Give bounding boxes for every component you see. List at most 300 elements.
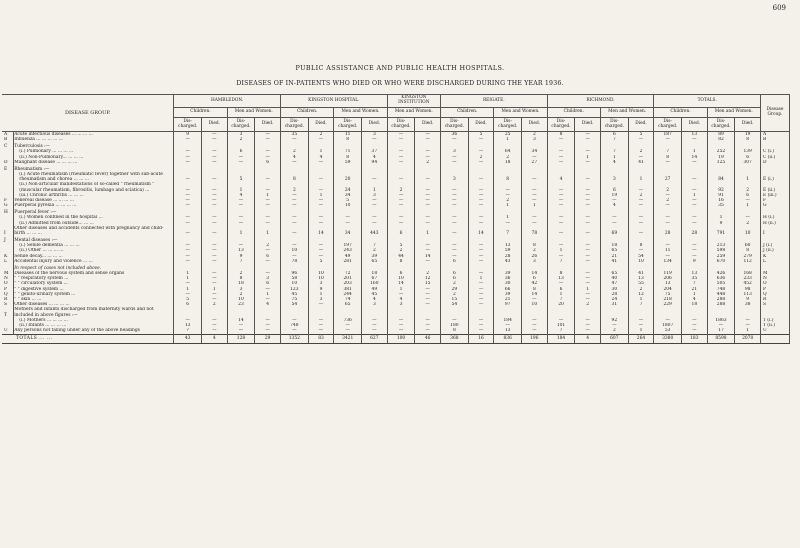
cell-value: 96 [280, 271, 308, 276]
cell-value: — [415, 259, 441, 264]
cell-value: — [575, 132, 601, 138]
cell-value: — [255, 323, 281, 328]
cell-value: 8 [735, 248, 761, 253]
cell-value: 3 [227, 287, 255, 292]
cell-value: — [468, 271, 494, 276]
cell-value: 1 [308, 292, 334, 297]
cell-value: 15 [440, 297, 468, 302]
row-code: A [2, 132, 14, 138]
cell-value: 1 [735, 328, 761, 334]
row-code-right: T (ii.) [760, 323, 789, 328]
cell-value [522, 236, 548, 243]
cell-value: — [174, 215, 202, 220]
cell-value: 2 [440, 292, 468, 297]
row-label: " " digestive system ... [14, 287, 174, 292]
cell-value: 4 [308, 155, 334, 160]
cell-value: — [308, 243, 334, 248]
row-label: Malignant disease ... ... ... ... [14, 160, 174, 165]
cell-value: — [682, 328, 708, 334]
row-label: Acute infectious diseases ... ... ... ... [14, 132, 174, 138]
cell-value: — [628, 221, 654, 226]
cell-value: 2 [255, 243, 281, 248]
cell-value [547, 165, 575, 172]
cell-value [387, 307, 415, 317]
row-label: Puerperal fever :— [14, 208, 174, 215]
cell-value [362, 208, 388, 215]
cell-value [415, 142, 441, 149]
cell-value: 448 [707, 292, 735, 297]
cell-value: 8 [440, 328, 468, 334]
cell-value: 2 [735, 221, 761, 226]
cell-value: 94 [362, 160, 388, 165]
cell-value: 49 [362, 287, 388, 292]
cell-value [255, 264, 281, 271]
cell-value: 4 [362, 297, 388, 302]
discharged-header: Dis-charged. [600, 118, 628, 132]
cell-value: 2 [654, 198, 682, 203]
cell-value: 10 [628, 259, 654, 264]
cell-value: 288 [707, 297, 735, 302]
cell-value: — [308, 215, 334, 220]
cell-value [308, 142, 334, 149]
cell-value: — [387, 172, 415, 182]
cell-value: 8 [547, 271, 575, 276]
cell-value [387, 208, 415, 215]
cell-value [334, 236, 362, 243]
row-label: Mental diseases :— [14, 236, 174, 243]
cell-value [440, 208, 468, 215]
cell-value: 13 [682, 271, 708, 276]
row-code-right: F [760, 198, 789, 203]
cell-value: 160 [362, 281, 388, 286]
row-code: C [2, 142, 14, 149]
cell-value: — [202, 155, 228, 160]
cell-value: — [468, 328, 494, 334]
cell-value [494, 208, 522, 215]
cell-value [494, 307, 522, 317]
cell-value: — [468, 297, 494, 302]
cell-value: — [575, 254, 601, 259]
cell-value: 3 [522, 137, 548, 142]
cell-value: 1 [255, 226, 281, 236]
total-value: 3421 [334, 334, 362, 343]
total-value: 83 [308, 334, 334, 343]
cell-value: — [387, 318, 415, 323]
cell-value [227, 165, 255, 172]
cell-value: — [387, 132, 415, 138]
cell-value: 64 [494, 149, 522, 154]
cell-value: 6 [227, 149, 255, 154]
cell-value: — [415, 137, 441, 142]
cell-value: — [628, 182, 654, 192]
cell-value [280, 236, 308, 243]
cell-value: — [522, 221, 548, 226]
cell-value: 39 [494, 271, 522, 276]
cell-value: 14 [682, 155, 708, 160]
cell-value: — [174, 155, 202, 160]
cell-value: — [575, 215, 601, 220]
cell-value: — [440, 160, 468, 165]
cell-value: 29 [440, 287, 468, 292]
cell-value [174, 236, 202, 243]
cell-value: — [575, 328, 601, 334]
cell-value: 2 [735, 182, 761, 192]
cell-value: 36 [440, 132, 468, 138]
cell-value: — [202, 292, 228, 297]
totals-right-cell [760, 334, 789, 343]
row-label: (ii.) Non-articular manifestations of so-called " rheumatism " (muscular rheumatism, fibrositis, lumbago and sciatica) ... [14, 182, 174, 192]
cell-value [202, 142, 228, 149]
cell-value: — [202, 132, 228, 138]
cell-value: 15 [415, 281, 441, 286]
cell-value [174, 142, 202, 149]
discharged-header: Dis-charged. [654, 118, 682, 132]
cell-value: 9 [682, 259, 708, 264]
cell-value: 13 [174, 323, 202, 328]
cell-value: — [468, 323, 494, 328]
cell-value [468, 264, 494, 271]
cell-value: 35 [682, 276, 708, 281]
cell-value: — [654, 137, 682, 142]
cell-value: — [362, 318, 388, 323]
row-label: " " respiratory system ... [14, 276, 174, 281]
cell-value [628, 264, 654, 271]
cell-value: 139 [735, 149, 761, 154]
cell-value: 78 [522, 226, 548, 236]
cell-value: 3 [362, 302, 388, 307]
cell-value: — [362, 323, 388, 328]
cell-value [334, 142, 362, 149]
cell-value: — [227, 155, 255, 160]
cell-value [654, 165, 682, 172]
cell-value: — [628, 215, 654, 220]
row-code-right: K [760, 254, 789, 259]
cell-value: — [362, 198, 388, 203]
cell-value [440, 264, 468, 271]
cell-value: 134 [654, 259, 682, 264]
cell-value: 59 [334, 160, 362, 165]
cell-value: — [415, 221, 441, 226]
cell-value: 54 [628, 254, 654, 259]
row-label: (i.) Acute rheumatism (rheumatic fever) together with sub-acute rheumatism and chorea ... ... ... [14, 172, 174, 182]
cell-value: — [255, 221, 281, 226]
cell-value: — [547, 226, 575, 236]
cell-value: 218 [654, 297, 682, 302]
row-code-right: E (i.) [760, 172, 789, 182]
total-value: 196 [522, 334, 548, 343]
men-women-header: Men and Women. [494, 108, 547, 118]
hospital-header: HAMBLEDON. [174, 95, 281, 108]
died-header: Died. [308, 118, 334, 132]
cell-value: — [202, 323, 228, 328]
row-code [2, 182, 14, 192]
row-code-right: B [760, 137, 789, 142]
cell-value: 4 [547, 172, 575, 182]
cell-value: — [682, 248, 708, 253]
cell-value: 31 [600, 302, 628, 307]
cell-value: — [280, 328, 308, 334]
died-header: Died. [628, 118, 654, 132]
cell-value [575, 264, 601, 271]
cell-value [440, 142, 468, 149]
cell-value: 1 [735, 203, 761, 208]
cell-value: 6 [440, 259, 468, 264]
cell-value: — [280, 193, 308, 198]
cell-value: 4 [280, 155, 308, 160]
cell-value: — [415, 328, 441, 334]
cell-value: 12 [628, 292, 654, 297]
cell-value: 101 [547, 323, 575, 328]
discharged-header: Dis-charged. [280, 118, 308, 132]
cell-value: — [202, 149, 228, 154]
cell-value: — [575, 271, 601, 276]
row-code: D [2, 160, 14, 165]
cell-value: 1 [575, 287, 601, 292]
cell-value: 1 [308, 193, 334, 198]
cell-value: — [440, 203, 468, 208]
cell-value [202, 236, 228, 243]
row-code-right: A [760, 132, 789, 138]
cell-value: — [468, 160, 494, 165]
cell-value: 197 [334, 243, 362, 248]
page-title: PUBLIC ASSISTANCE AND PUBLIC HEALTH HOSPITALS. [295, 64, 505, 72]
cell-value: 2 [227, 271, 255, 276]
cell-value: 6 [735, 193, 761, 198]
cell-value: 252 [707, 149, 735, 154]
cell-value: 123 [280, 287, 308, 292]
cell-value [547, 307, 575, 317]
cell-value: 45 [280, 292, 308, 297]
cell-value [522, 208, 548, 215]
table-row [2, 142, 790, 149]
total-value: 16 [468, 334, 494, 343]
cell-value [255, 165, 281, 172]
cell-value: — [682, 182, 708, 192]
row-label: Influenza ... ... ... ... ... [14, 137, 174, 142]
cell-value: 3 [440, 149, 468, 154]
cell-value: — [522, 215, 548, 220]
cell-value: — [255, 271, 281, 276]
cell-value: 791 [707, 226, 735, 236]
cell-value: — [682, 215, 708, 220]
cell-value: — [280, 221, 308, 226]
died-header: Died. [255, 118, 281, 132]
cell-value: 65 [362, 259, 388, 264]
cell-value: — [522, 193, 548, 198]
cell-value: — [522, 198, 548, 203]
row-code-right: L [760, 259, 789, 264]
row-code: O [2, 281, 14, 286]
cell-value [707, 165, 735, 172]
cell-value: — [255, 172, 281, 182]
discharged-header: Dis-charged. [387, 118, 415, 132]
cell-value: 1 [174, 271, 202, 276]
cell-value: — [440, 243, 468, 248]
cell-value [174, 307, 202, 317]
cell-value: 2 [227, 137, 255, 142]
total-value: 8598 [707, 334, 735, 343]
cell-value: — [468, 254, 494, 259]
cell-value: — [575, 226, 601, 236]
cell-value: — [387, 198, 415, 203]
cell-value: — [174, 226, 202, 236]
cell-value: 54 [280, 302, 308, 307]
cell-value: 12 [415, 276, 441, 281]
cell-value: — [174, 292, 202, 297]
hospital-header: KINGSTON INSTITUTION [387, 95, 440, 108]
cell-value: — [387, 160, 415, 165]
cell-value: — [174, 182, 202, 192]
cell-value: 41 [600, 259, 628, 264]
row-code: N [2, 276, 14, 281]
cell-value: — [308, 203, 334, 208]
cell-value: 2 [387, 248, 415, 253]
row-label: Tuberculosis :— [14, 142, 174, 149]
cell-value: — [308, 254, 334, 259]
cell-value: — [415, 323, 441, 328]
cell-value [707, 264, 735, 271]
row-label: Puerperal pyrexia ... ... ... ... [14, 203, 174, 208]
total-value: 4 [202, 334, 228, 343]
cell-value: 7 [547, 259, 575, 264]
cell-value: — [227, 160, 255, 165]
total-value: 184 [547, 334, 575, 343]
cell-value: — [682, 160, 708, 165]
row-code-right: J (ii.) [760, 248, 789, 253]
children-header: Children. [547, 108, 600, 118]
cell-value: 72 [334, 271, 362, 276]
diseases-table [2, 94, 790, 344]
cell-value: 75 [280, 297, 308, 302]
row-code-right: E (ii.) [760, 182, 789, 192]
cell-value: — [735, 318, 761, 323]
cell-value [494, 264, 522, 271]
cell-value [174, 165, 202, 172]
table-row [2, 226, 790, 236]
cell-value: — [468, 281, 494, 286]
cell-value [280, 307, 308, 317]
cell-value: 259 [707, 254, 735, 259]
row-code: M [2, 271, 14, 276]
cell-value: 14 [415, 254, 441, 259]
cell-value: 14 [468, 226, 494, 236]
hospital-header: TOTALS. [654, 95, 761, 108]
cell-value: — [174, 137, 202, 142]
cell-value: 1 [255, 193, 281, 198]
cell-value: 748 [280, 323, 308, 328]
died-header: Died. [682, 118, 708, 132]
cell-value: — [600, 215, 628, 220]
cell-value [575, 165, 601, 172]
cell-value: 1 [682, 149, 708, 154]
cell-value [575, 307, 601, 317]
cell-value: 7 [547, 328, 575, 334]
row-label: " " circulatory system ... [14, 281, 174, 286]
cell-value: — [387, 221, 415, 226]
cell-value: — [308, 160, 334, 165]
row-code-right: P [760, 287, 789, 292]
cell-value: — [202, 281, 228, 286]
cell-value: — [415, 302, 441, 307]
cell-value: 1 [494, 137, 522, 142]
cell-value: 74 [334, 297, 362, 302]
cell-value [227, 142, 255, 149]
cell-value: 1 [255, 292, 281, 297]
cell-value: — [654, 203, 682, 208]
table-row [2, 264, 790, 271]
cell-value: 1 [600, 155, 628, 160]
cell-value: — [522, 318, 548, 323]
total-value: 3380 [654, 334, 682, 343]
cell-value: 11 [334, 132, 362, 138]
cell-value: — [468, 193, 494, 198]
cell-value [202, 307, 228, 317]
cell-value: — [600, 323, 628, 328]
cell-value [308, 165, 334, 172]
cell-value: 1 [227, 182, 255, 192]
cell-value: 34 [334, 226, 362, 236]
cell-value: — [174, 254, 202, 259]
children-header: Children. [174, 108, 227, 118]
cell-value: — [227, 203, 255, 208]
cell-value: — [280, 198, 308, 203]
cell-value: — [415, 193, 441, 198]
cell-value: — [628, 226, 654, 236]
died-header: Died. [362, 118, 388, 132]
cell-value: 2 [494, 198, 522, 203]
row-label: " " genito-urinary system ... [14, 292, 174, 297]
cell-value: — [547, 221, 575, 226]
cell-value: 2 [600, 328, 628, 334]
cell-value: — [468, 172, 494, 182]
cell-value: — [654, 160, 682, 165]
cell-value: — [575, 276, 601, 281]
cell-value: 10 [308, 276, 334, 281]
cell-value: — [387, 137, 415, 142]
cell-value: 5 [468, 132, 494, 138]
cell-value [735, 307, 761, 317]
cell-value: — [707, 323, 735, 328]
cell-value: 505 [707, 281, 735, 286]
totals-label: TOTALS ... ... [2, 334, 174, 343]
cell-value [735, 165, 761, 172]
cell-value: 18 [494, 160, 522, 165]
row-label: Diseases of the nervous system and sense organs [14, 271, 174, 276]
cell-value: — [440, 215, 468, 220]
row-code: Q [2, 292, 14, 297]
cell-value: — [255, 132, 281, 138]
cell-value: 1 [547, 248, 575, 253]
cell-value [280, 264, 308, 271]
cell-value: — [202, 276, 228, 281]
cell-value: — [575, 198, 601, 203]
cell-value: — [387, 203, 415, 208]
cell-value [682, 165, 708, 172]
cell-value: 13 [682, 132, 708, 138]
cell-value [575, 142, 601, 149]
total-value: 29 [255, 334, 281, 343]
row-label: (iii.) Chronic arthritis ... ... ... [14, 193, 174, 198]
cell-value: 125 [707, 160, 735, 165]
cell-value [255, 142, 281, 149]
cell-value: 1 [628, 297, 654, 302]
cell-value [628, 208, 654, 215]
cell-value: 26 [522, 254, 548, 259]
cell-value: 8 [522, 243, 548, 248]
cell-value: — [522, 182, 548, 192]
row-code-right [760, 208, 789, 215]
cell-value: — [547, 182, 575, 192]
